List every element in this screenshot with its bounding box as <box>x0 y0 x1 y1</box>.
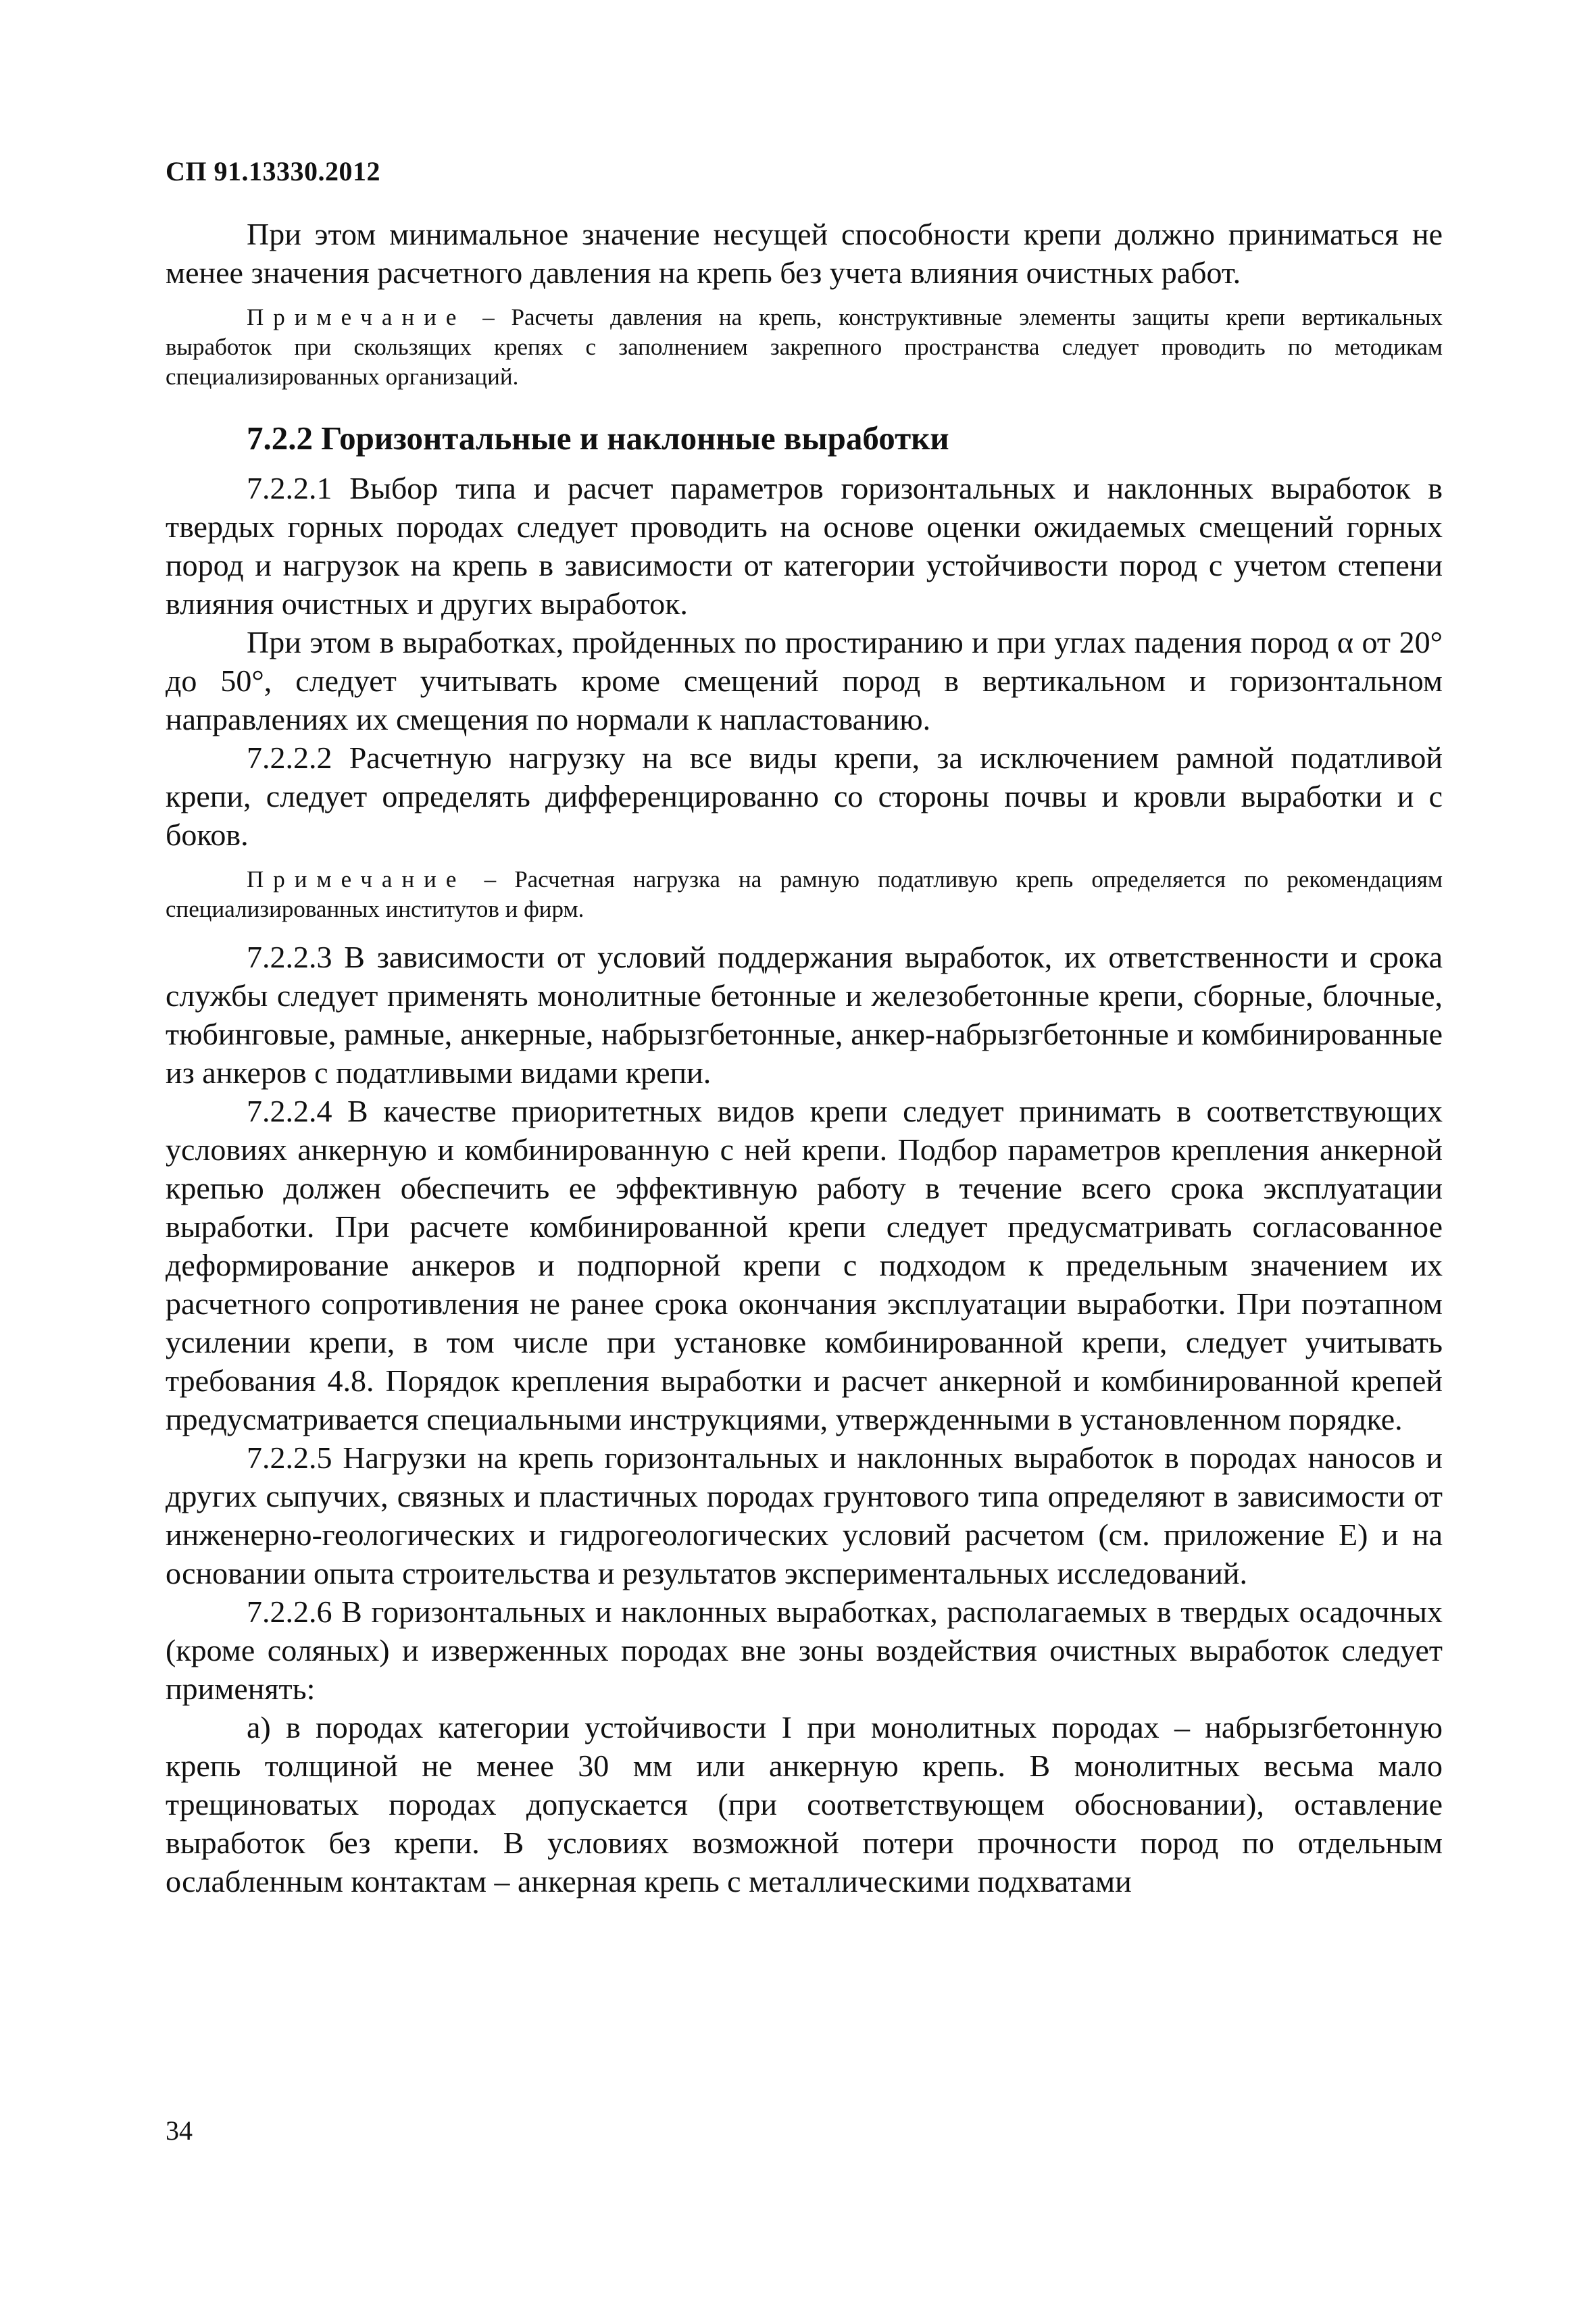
list-item-a: а) в породах категории устойчивости I при монолитных породах – набрызгбетонную крепь толщиной не менее 30 мм или анкерную крепь. В монолитных весьма мало трещиноватых породах допускается (при соответствующем обосновании), оставление выработок без крепи. В условиях возможной потери прочности пород по отдельным ослабленным контактам – анкерная крепь с металлическими подхватами <box>166 1710 1443 1898</box>
paragraph-7-2-2-2: 7.2.2.2 Расчетную нагрузку на все виды крепи, за исключением рамной податливой крепи, следует определять дифференцированно со стороны почвы и кровли выработки и с боков. <box>166 740 1443 852</box>
document-code: СП 91.13330.2012 <box>166 156 380 186</box>
note-label: Примечание <box>247 304 466 330</box>
paragraph-7-2-2-3: 7.2.2.3 В зависимости от условий поддержания выработок, их ответственности и срока службы следует применять монолитные бетонные и железобетонные крепи, сборные, блочные, тюбинговые, рамные, анкерные, набрызгбетонные, анкер-набрызгбетонные и комбинированные из анкеров с податливыми видами крепи. <box>166 940 1443 1090</box>
note-text: – Расчеты давления на крепь, конструктивные элементы защиты крепи вертикальных выработок при скользящих крепях с заполнением закрепного пространства следует проводить по методикам специализированных организаций. <box>166 304 1443 390</box>
document-body <box>166 215 1443 1901</box>
note-label: Примечание <box>247 866 466 892</box>
paragraph-dip-angle: При этом в выработках, пройденных по простиранию и при углах падения пород α от 20° до 50°, следует учитывать кроме смещений пород в вертикальном и горизонтальном направлениях их смещения по нормали к напластованию. <box>166 625 1443 736</box>
paragraph-7-2-2-4: 7.2.2.4 В качестве приоритетных видов крепи следует принимать в соответствующих условиях анкерную и комбинированную с ней крепи. Подбор параметров крепления анкерной крепью должен обеспечить ее эффективную работу в течение всего срока эксплуатации выработки. При расчете комбинированной крепи следует предусматривать согласованное деформирование анкеров и подпорной крепи с подходом к предельным значением их расчетного сопротивления не ранее срока окончания эксплуатации выработки. При поэтапном усилении крепи, в том числе при установке комбинированной крепи, следует учитывать требования 4.8. Порядок крепления выработки и расчет анкерной и комбинированной крепей предусматривается специальными инструкциями, утвержденными в установленном порядке. <box>166 1094 1443 1436</box>
section-heading: 7.2.2 Горизонтальные и наклонные выработки <box>247 420 949 457</box>
note-text: – Расчетная нагрузка на рамную податливую крепь определяется по рекомендациям специализированных институтов и фирм. <box>166 866 1443 922</box>
note-paragraph <box>166 865 1443 924</box>
paragraph-7-2-2-5: 7.2.2.5 Нагрузки на крепь горизонтальных и наклонных выработок в породах наносов и других сыпучих, связных и пластичных породах грунтового типа определяют в зависимости от инженерно-геологических и гидрогеологических условий расчетом (см. приложение Е) и на основании опыта строительства и результатов экспериментальных исследований. <box>166 1440 1443 1590</box>
paragraph-bearing-capacity: При этом минимальное значение несущей способности крепи должно приниматься не менее значения расчетного давления на крепь без учета влияния очистных работ. <box>166 217 1443 290</box>
note-paragraph <box>166 303 1443 392</box>
paragraph-7-2-2-6: 7.2.2.6 В горизонтальных и наклонных выработках, располагаемых в твердых осадочных (кроме соляных) и изверженных породах вне зоны воздействия очистных выработок следует применять: <box>166 1594 1443 1706</box>
paragraph-7-2-2-1: 7.2.2.1 Выбор типа и расчет параметров горизонтальных и наклонных выработок в твердых горных породах следует проводить на основе оценки ожидаемых смещений горных пород и нагрузок на крепь в зависимости от категории устойчивости пород с учетом степени влияния очистных и других выработок. <box>166 471 1443 621</box>
page-number: 34 <box>166 2115 193 2146</box>
